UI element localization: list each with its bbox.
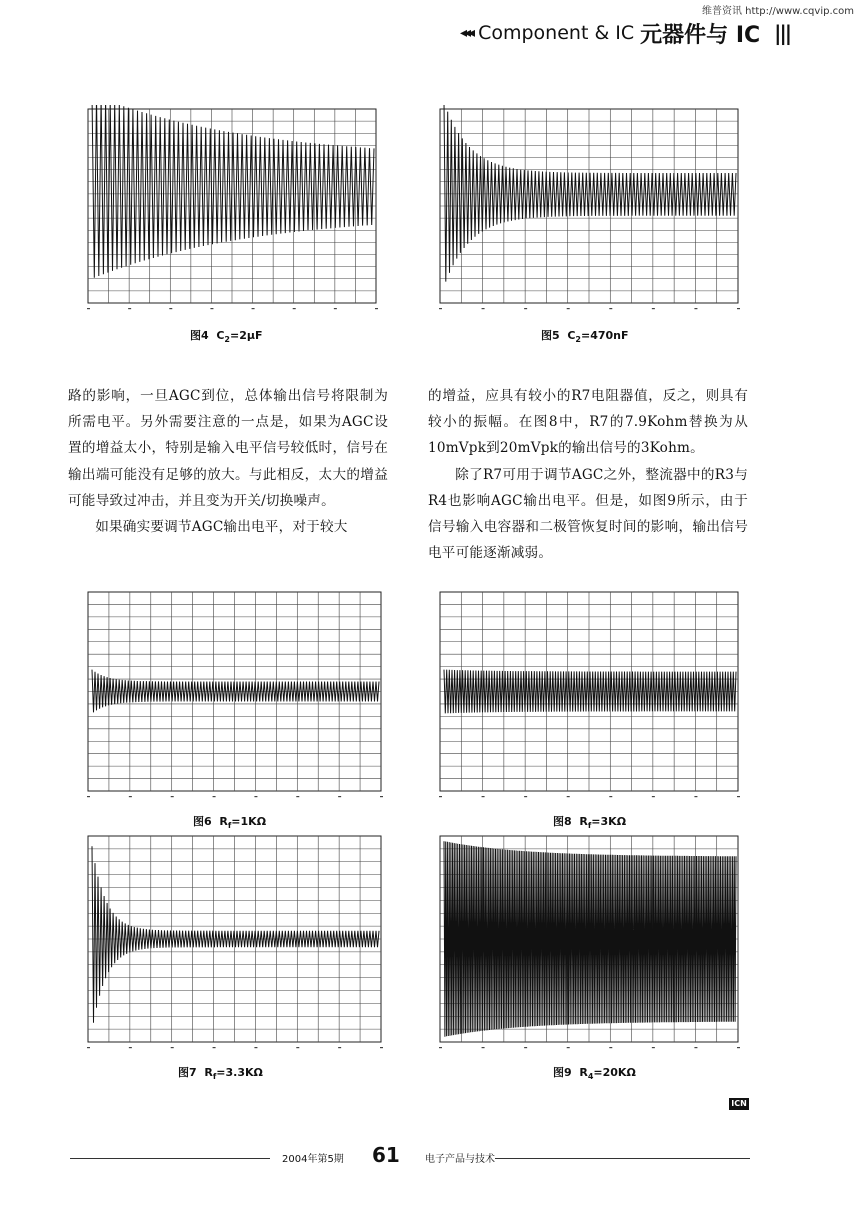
waveform-trace (444, 105, 736, 282)
fig4-svg (80, 105, 380, 315)
figure-4-caption: 图4 $C_2=2\mu F$ (190, 329, 263, 345)
footer-rule-left (70, 1158, 270, 1159)
figure-8-plot (432, 588, 742, 803)
header-title-zh: 元器件与 IC (640, 22, 761, 48)
paragraph: 除了R7可用于调节AGC之外，整流器中的R3与R4也影响AGC输出电平。但是，如图9所示，由于信号输入电容器和二极管恢复时间的影响，输出信号电平可能逐渐减弱。 (428, 466, 748, 562)
page-number: 61 (372, 1143, 400, 1167)
axis-ticks (87, 1047, 383, 1048)
axis-ticks (439, 796, 740, 797)
fig8-svg (432, 588, 742, 803)
waveform-trace (92, 105, 374, 278)
watermark: 维普资讯 http://www.cqvip.com (701, 6, 854, 17)
figure-7-caption: 图7 $R_f=3.3K\Omega$ (178, 1066, 263, 1082)
waveform-trace (92, 846, 379, 1023)
header-bars-icon: ||| (774, 21, 791, 45)
figure-4-plot (80, 105, 380, 315)
body-text-left (68, 383, 388, 540)
icn-logo: ICN (729, 1098, 749, 1110)
section-header (460, 18, 800, 48)
paragraph: 的增益，应具有较小的R7电阻器值，反之，则具有较小的振幅。在图8中，R7的7.9Kohm替换为从10mVpk到20mVpk的输出信号的3Kohm。 (428, 388, 748, 457)
figure-5-plot (432, 105, 742, 315)
fig9-svg (432, 832, 742, 1054)
figure-9-caption: 图9 $R_4=20K\Omega$ (553, 1066, 636, 1082)
footer-issue: 2004年第5期 (282, 1154, 344, 1165)
axis-ticks (439, 1047, 740, 1048)
axis-ticks (87, 796, 383, 797)
figure-6-caption: 图6 $R_f=1K\Omega$ (193, 815, 267, 831)
axis-ticks (439, 308, 740, 309)
axis-ticks (87, 308, 378, 309)
figure-7-plot (80, 832, 385, 1054)
paragraph: 如果确实要调节AGC输出电平，对于较大 (95, 519, 348, 536)
paragraph: 路的影响，一旦AGC到位，总体输出信号将限制为所需电平。另外需要注意的一点是，如果为AGC设置的增益太小，特别是输入电平信号较低时，信号在输出端可能没有足够的放大。与此相反，太大的增益可能导致过冲击，并且变为开关/切换噪声。 (68, 388, 388, 509)
fig7-svg (80, 832, 385, 1054)
fig6-svg (80, 588, 385, 803)
page-footer (70, 1143, 750, 1168)
fig5-svg (432, 105, 742, 315)
header-title-en: Component & IC (478, 22, 635, 44)
figure-8-caption: 图8 $R_f=3K\Omega$ (553, 815, 627, 831)
header-arrows-icon: ◂◂◂ (460, 25, 473, 41)
waveform-trace (92, 670, 379, 713)
footer-rule-right (495, 1158, 750, 1159)
figure-6-plot (80, 588, 385, 803)
footer-magazine: 电子产品与技术 (425, 1154, 495, 1165)
figure-5-caption: 图5 $C_2=470nF$ (541, 329, 629, 345)
body-text-right (428, 383, 748, 566)
waveform-trace (444, 841, 736, 1036)
figure-9-plot (432, 832, 742, 1054)
